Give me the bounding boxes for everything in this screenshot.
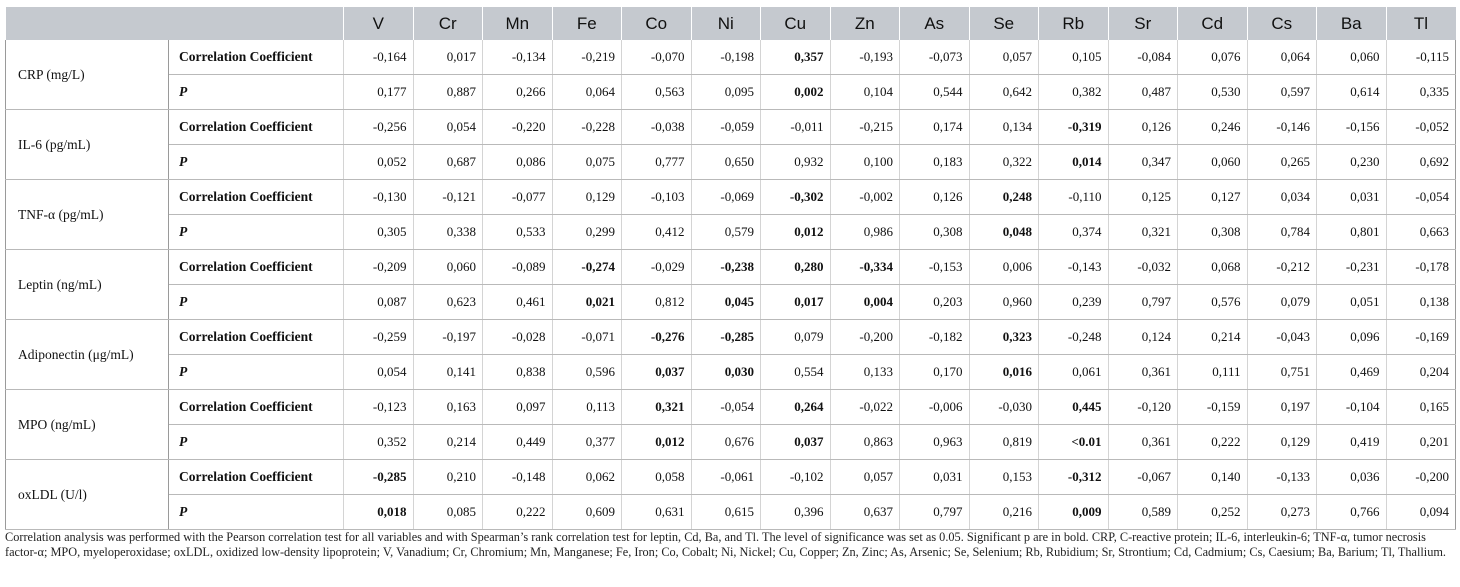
value-cell: -0,334 (830, 250, 900, 285)
value-cell: -0,104 (1317, 390, 1387, 425)
value-cell: 0,576 (1178, 285, 1248, 320)
statistic-label-coefficient: Correlation Coefficient (169, 110, 344, 145)
table-row (6, 425, 1456, 460)
value-cell: -0,061 (691, 460, 761, 495)
value-cell: 0,086 (483, 145, 553, 180)
table-row (6, 320, 1456, 355)
value-cell: 0,887 (413, 75, 483, 110)
value-cell: -0,069 (691, 180, 761, 215)
value-cell: 0,210 (413, 460, 483, 495)
value-cell: -0,302 (761, 180, 831, 215)
value-cell: 0,352 (344, 425, 414, 460)
value-cell: -0,209 (344, 250, 414, 285)
value-cell: 0,322 (969, 145, 1039, 180)
value-cell: 0,361 (1108, 425, 1178, 460)
value-cell: -0,089 (483, 250, 553, 285)
value-cell: 0,094 (1386, 495, 1456, 530)
value-cell: -0,319 (1039, 110, 1109, 145)
variable-label: Leptin (ng/mL) (6, 250, 169, 320)
value-cell: 0,819 (969, 425, 1039, 460)
value-cell: 0,596 (552, 355, 622, 390)
value-cell: 0,095 (691, 75, 761, 110)
value-cell: 0,111 (1178, 355, 1248, 390)
value-cell: -0,212 (1247, 250, 1317, 285)
value-cell: 0,412 (622, 215, 692, 250)
value-cell: -0,285 (344, 460, 414, 495)
variable-label: Adiponectin (μg/mL) (6, 320, 169, 390)
value-cell: 0,214 (413, 425, 483, 460)
column-header: Ba (1317, 7, 1387, 40)
table-row (6, 40, 1456, 75)
statistic-label-p: P (169, 215, 344, 250)
value-cell: -0,220 (483, 110, 553, 145)
value-cell: 0,863 (830, 425, 900, 460)
value-cell: 0,563 (622, 75, 692, 110)
value-cell: 0,597 (1247, 75, 1317, 110)
value-cell: 0,335 (1386, 75, 1456, 110)
value-cell: -0,200 (830, 320, 900, 355)
variable-label: MPO (ng/mL) (6, 390, 169, 460)
value-cell: -0,052 (1386, 110, 1456, 145)
value-cell: 0,321 (622, 390, 692, 425)
value-cell: 0,068 (1178, 250, 1248, 285)
value-cell: -0,285 (691, 320, 761, 355)
value-cell: -0,248 (1039, 320, 1109, 355)
table-row (6, 180, 1456, 215)
value-cell: 0,374 (1039, 215, 1109, 250)
value-cell: 0,018 (344, 495, 414, 530)
value-cell: -0,028 (483, 320, 553, 355)
column-header: Cu (761, 7, 831, 40)
value-cell: 0,100 (830, 145, 900, 180)
value-cell: 0,239 (1039, 285, 1109, 320)
column-header: Se (969, 7, 1039, 40)
value-cell: 0,222 (1178, 425, 1248, 460)
value-cell: 0,076 (1178, 40, 1248, 75)
value-cell: 0,062 (552, 460, 622, 495)
value-cell: 0,396 (761, 495, 831, 530)
table-row (6, 460, 1456, 495)
value-cell: 0,766 (1317, 495, 1387, 530)
value-cell: 0,838 (483, 355, 553, 390)
column-header: Cr (413, 7, 483, 40)
column-header: Tl (1386, 7, 1456, 40)
value-cell: 0,222 (483, 495, 553, 530)
value-cell: 0,061 (1039, 355, 1109, 390)
value-cell: 0,085 (413, 495, 483, 530)
value-cell: -0,067 (1108, 460, 1178, 495)
table-row (6, 355, 1456, 390)
value-cell: 0,012 (622, 425, 692, 460)
value-cell: -0,219 (552, 40, 622, 75)
value-cell: 0,797 (1108, 285, 1178, 320)
value-cell: 0,777 (622, 145, 692, 180)
value-cell: 0,036 (1317, 460, 1387, 495)
value-cell: 0,016 (969, 355, 1039, 390)
statistic-label-p: P (169, 145, 344, 180)
value-cell: 0,280 (761, 250, 831, 285)
table-row (6, 250, 1456, 285)
value-cell: 0,784 (1247, 215, 1317, 250)
value-cell: 0,165 (1386, 390, 1456, 425)
value-cell: 0,170 (900, 355, 970, 390)
value-cell: -0,032 (1108, 250, 1178, 285)
value-cell: 0,305 (344, 215, 414, 250)
statistic-label-p: P (169, 495, 344, 530)
value-cell: 0,009 (1039, 495, 1109, 530)
statistic-label-p: P (169, 75, 344, 110)
value-cell: 0,034 (1247, 180, 1317, 215)
value-cell: 0,751 (1247, 355, 1317, 390)
value-cell: -0,110 (1039, 180, 1109, 215)
value-cell: -0,231 (1317, 250, 1387, 285)
value-cell: -0,054 (691, 390, 761, 425)
value-cell: 0,031 (900, 460, 970, 495)
value-cell: 0,105 (1039, 40, 1109, 75)
value-cell: -0,143 (1039, 250, 1109, 285)
value-cell: 0,487 (1108, 75, 1178, 110)
value-cell: 0,006 (969, 250, 1039, 285)
value-cell: 0,204 (1386, 355, 1456, 390)
value-cell: 0,357 (761, 40, 831, 75)
table-row (6, 285, 1456, 320)
column-header: Zn (830, 7, 900, 40)
value-cell: 0,623 (413, 285, 483, 320)
value-cell: -0,071 (552, 320, 622, 355)
table-row (6, 495, 1456, 530)
variable-label: oxLDL (U/l) (6, 460, 169, 530)
value-cell: 0,113 (552, 390, 622, 425)
column-header: Mn (483, 7, 553, 40)
statistic-label-coefficient: Correlation Coefficient (169, 180, 344, 215)
value-cell: 0,138 (1386, 285, 1456, 320)
value-cell: 0,533 (483, 215, 553, 250)
value-cell: -0,259 (344, 320, 414, 355)
value-cell: 0,614 (1317, 75, 1387, 110)
table-row (6, 215, 1456, 250)
value-cell: 0,012 (761, 215, 831, 250)
table-row (6, 390, 1456, 425)
value-cell: 0,273 (1247, 495, 1317, 530)
header-row (6, 7, 1456, 40)
statistic-label-coefficient: Correlation Coefficient (169, 390, 344, 425)
value-cell: 0,057 (830, 460, 900, 495)
table-row (6, 75, 1456, 110)
value-cell: 0,544 (900, 75, 970, 110)
value-cell: 0,060 (413, 250, 483, 285)
value-cell: -0,153 (900, 250, 970, 285)
value-cell: 0,163 (413, 390, 483, 425)
value-cell: 0,308 (1178, 215, 1248, 250)
value-cell: 0,203 (900, 285, 970, 320)
value-cell: 0,058 (622, 460, 692, 495)
value-cell: 0,530 (1178, 75, 1248, 110)
value-cell: 0,216 (969, 495, 1039, 530)
value-cell: -0,059 (691, 110, 761, 145)
value-cell: -0,312 (1039, 460, 1109, 495)
value-cell: 0,579 (691, 215, 761, 250)
value-cell: -0,077 (483, 180, 553, 215)
value-cell: 0,104 (830, 75, 900, 110)
value-cell: 0,129 (1247, 425, 1317, 460)
value-cell: 0,126 (1108, 110, 1178, 145)
value-cell: 0,361 (1108, 355, 1178, 390)
value-cell: 0,141 (413, 355, 483, 390)
statistic-label-p: P (169, 355, 344, 390)
value-cell: 0,323 (969, 320, 1039, 355)
table-body (6, 40, 1456, 530)
value-cell: 0,174 (900, 110, 970, 145)
value-cell: 0,087 (344, 285, 414, 320)
value-cell: 0,687 (413, 145, 483, 180)
table-row (6, 145, 1456, 180)
value-cell: 0,589 (1108, 495, 1178, 530)
value-cell: 0,932 (761, 145, 831, 180)
table-footnote: Correlation analysis was performed with the Pearson correlation test for all variables and with Spearman’s rank correlation test for leptin, Cd, Ba, and Tl. The level of significance was set as 0.05. Significant p are in bold. CRP, C-reactive protein; IL-6, interleukin-6; TNF-α, tumor necrosis factor-α; MPO, myeloperoxidase; oxLDL, oxidized low-density lipoprotein; V, Vanadium; Cr, Chromium; Mn, Manganese; Fe, Iron; Co, Cobalt; Ni, Nickel; Cu, Copper; Zn, Zinc; As, Arsenic; Se, Selenium; Rb, Rubidium; Sr, Strontium; Cd, Cadmium; Cs, Caesium; Ba, Barium; Tl, Thallium. (5, 530, 1446, 559)
value-cell: -0,197 (413, 320, 483, 355)
value-cell: 0,129 (552, 180, 622, 215)
value-cell: -0,030 (969, 390, 1039, 425)
value-cell: 0,347 (1108, 145, 1178, 180)
value-cell: 0,801 (1317, 215, 1387, 250)
column-header: As (900, 7, 970, 40)
correlation-table (5, 7, 1456, 530)
value-cell: <0.01 (1039, 425, 1109, 460)
value-cell: 0,124 (1108, 320, 1178, 355)
statistic-label-coefficient: Correlation Coefficient (169, 40, 344, 75)
value-cell: 0,663 (1386, 215, 1456, 250)
value-cell: 0,812 (622, 285, 692, 320)
value-cell: 0,609 (552, 495, 622, 530)
value-cell: -0,256 (344, 110, 414, 145)
value-cell: -0,002 (830, 180, 900, 215)
value-cell: 0,963 (900, 425, 970, 460)
value-cell: 0,133 (830, 355, 900, 390)
variable-label: IL-6 (pg/mL) (6, 110, 169, 180)
value-cell: -0,134 (483, 40, 553, 75)
value-cell: -0,200 (1386, 460, 1456, 495)
value-cell: -0,123 (344, 390, 414, 425)
value-cell: -0,133 (1247, 460, 1317, 495)
value-cell: 0,153 (969, 460, 1039, 495)
value-cell: -0,182 (900, 320, 970, 355)
value-cell: -0,121 (413, 180, 483, 215)
statistic-label-coefficient: Correlation Coefficient (169, 250, 344, 285)
value-cell: -0,215 (830, 110, 900, 145)
value-cell: 0,246 (1178, 110, 1248, 145)
value-cell: 0,004 (830, 285, 900, 320)
value-cell: 0,449 (483, 425, 553, 460)
value-cell: -0,164 (344, 40, 414, 75)
value-cell: -0,276 (622, 320, 692, 355)
value-cell: -0,070 (622, 40, 692, 75)
value-cell: 0,201 (1386, 425, 1456, 460)
value-cell: 0,125 (1108, 180, 1178, 215)
value-cell: 0,126 (900, 180, 970, 215)
value-cell: 0,986 (830, 215, 900, 250)
value-cell: 0,230 (1317, 145, 1387, 180)
value-cell: 0,045 (691, 285, 761, 320)
value-cell: 0,127 (1178, 180, 1248, 215)
value-cell: 0,183 (900, 145, 970, 180)
value-cell: 0,017 (413, 40, 483, 75)
value-cell: 0,338 (413, 215, 483, 250)
value-cell: 0,052 (344, 145, 414, 180)
value-cell: -0,006 (900, 390, 970, 425)
value-cell: 0,469 (1317, 355, 1387, 390)
value-cell: 0,692 (1386, 145, 1456, 180)
value-cell: -0,238 (691, 250, 761, 285)
value-cell: 0,321 (1108, 215, 1178, 250)
value-cell: 0,030 (691, 355, 761, 390)
value-cell: -0,043 (1247, 320, 1317, 355)
corner-cell-statistic (169, 7, 344, 40)
value-cell: -0,115 (1386, 40, 1456, 75)
value-cell: 0,037 (761, 425, 831, 460)
value-cell: 0,177 (344, 75, 414, 110)
column-header: Co (622, 7, 692, 40)
column-header: Fe (552, 7, 622, 40)
value-cell: 0,264 (761, 390, 831, 425)
column-header: V (344, 7, 414, 40)
column-header: Rb (1039, 7, 1109, 40)
value-cell: -0,146 (1247, 110, 1317, 145)
variable-label: CRP (mg/L) (6, 40, 169, 110)
value-cell: -0,169 (1386, 320, 1456, 355)
variable-label: TNF-α (pg/mL) (6, 180, 169, 250)
value-cell: 0,308 (900, 215, 970, 250)
statistic-label-coefficient: Correlation Coefficient (169, 460, 344, 495)
value-cell: 0,299 (552, 215, 622, 250)
value-cell: 0,064 (552, 75, 622, 110)
value-cell: 0,382 (1039, 75, 1109, 110)
column-header: Cs (1247, 7, 1317, 40)
value-cell: 0,060 (1317, 40, 1387, 75)
value-cell: 0,197 (1247, 390, 1317, 425)
value-cell: 0,096 (1317, 320, 1387, 355)
value-cell: -0,159 (1178, 390, 1248, 425)
value-cell: -0,022 (830, 390, 900, 425)
value-cell: 0,650 (691, 145, 761, 180)
statistic-label-p: P (169, 425, 344, 460)
value-cell: -0,148 (483, 460, 553, 495)
value-cell: -0,084 (1108, 40, 1178, 75)
value-cell: 0,252 (1178, 495, 1248, 530)
column-header: Ni (691, 7, 761, 40)
value-cell: -0,228 (552, 110, 622, 145)
value-cell: 0,461 (483, 285, 553, 320)
value-cell: 0,248 (969, 180, 1039, 215)
value-cell: 0,017 (761, 285, 831, 320)
value-cell: 0,140 (1178, 460, 1248, 495)
value-cell: 0,054 (413, 110, 483, 145)
value-cell: -0,038 (622, 110, 692, 145)
value-cell: 0,014 (1039, 145, 1109, 180)
value-cell: 0,075 (552, 145, 622, 180)
value-cell: 0,419 (1317, 425, 1387, 460)
value-cell: 0,079 (761, 320, 831, 355)
value-cell: -0,198 (691, 40, 761, 75)
value-cell: 0,637 (830, 495, 900, 530)
value-cell: -0,029 (622, 250, 692, 285)
value-cell: 0,051 (1317, 285, 1387, 320)
value-cell: 0,021 (552, 285, 622, 320)
value-cell: 0,631 (622, 495, 692, 530)
value-cell: 0,377 (552, 425, 622, 460)
value-cell: 0,554 (761, 355, 831, 390)
value-cell: -0,274 (552, 250, 622, 285)
value-cell: 0,064 (1247, 40, 1317, 75)
value-cell: 0,002 (761, 75, 831, 110)
value-cell: -0,156 (1317, 110, 1387, 145)
value-cell: -0,073 (900, 40, 970, 75)
value-cell: 0,048 (969, 215, 1039, 250)
value-cell: -0,102 (761, 460, 831, 495)
value-cell: 0,037 (622, 355, 692, 390)
value-cell: 0,134 (969, 110, 1039, 145)
value-cell: -0,103 (622, 180, 692, 215)
value-cell: 0,642 (969, 75, 1039, 110)
column-header: Cd (1178, 7, 1248, 40)
value-cell: 0,214 (1178, 320, 1248, 355)
value-cell: 0,079 (1247, 285, 1317, 320)
value-cell: -0,120 (1108, 390, 1178, 425)
value-cell: 0,054 (344, 355, 414, 390)
corner-cell-variable (6, 7, 169, 40)
value-cell: -0,130 (344, 180, 414, 215)
value-cell: 0,960 (969, 285, 1039, 320)
value-cell: -0,011 (761, 110, 831, 145)
column-header: Sr (1108, 7, 1178, 40)
value-cell: -0,054 (1386, 180, 1456, 215)
value-cell: 0,265 (1247, 145, 1317, 180)
value-cell: 0,797 (900, 495, 970, 530)
value-cell: 0,615 (691, 495, 761, 530)
statistic-label-coefficient: Correlation Coefficient (169, 320, 344, 355)
value-cell: -0,178 (1386, 250, 1456, 285)
value-cell: 0,057 (969, 40, 1039, 75)
table-row (6, 110, 1456, 145)
value-cell: 0,676 (691, 425, 761, 460)
value-cell: -0,193 (830, 40, 900, 75)
value-cell: 0,031 (1317, 180, 1387, 215)
value-cell: 0,266 (483, 75, 553, 110)
value-cell: 0,097 (483, 390, 553, 425)
statistic-label-p: P (169, 285, 344, 320)
value-cell: 0,060 (1178, 145, 1248, 180)
value-cell: 0,445 (1039, 390, 1109, 425)
